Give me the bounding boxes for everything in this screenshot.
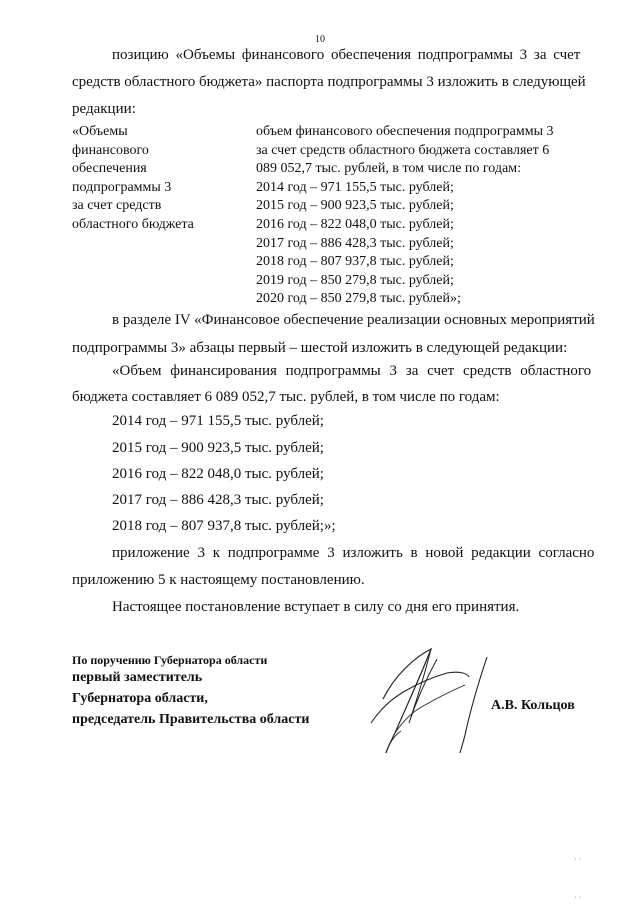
- year-line: 2016 год – 822 048,0 тыс. рублей;: [112, 466, 324, 482]
- intro-line-1: позицию «Объемы финансового обеспечения подпрограммы 3 за счет: [112, 47, 581, 63]
- passport-left-line: финансового: [72, 142, 149, 158]
- signatory-block: [72, 653, 309, 730]
- quote-line-1: «Объем финансирования подпрограммы 3 за счет средств областного: [112, 363, 592, 379]
- page-number: 10: [315, 34, 325, 45]
- signatory-line-1: По поручению Губернатора области: [72, 653, 268, 667]
- section4-line-1: в разделе IV «Финансовое обеспечение реализации основных мероприятий: [112, 312, 595, 328]
- appendix-line-2: приложению 5 к настоящему постановлению.: [72, 572, 365, 588]
- passport-left-line: обеспечения: [72, 161, 147, 177]
- year-line: 2014 год – 971 155,5 тыс. рублей;: [112, 413, 324, 429]
- signatory-line-3: Губернатора области,: [72, 691, 208, 706]
- passport-right-line: 2020 год – 850 279,8 тыс. рублей»;: [256, 291, 461, 307]
- passport-right-line: 2015 год – 900 923,5 тыс. рублей;: [256, 198, 454, 214]
- section4-line-2: подпрограммы 3» абзацы первый – шестой изложить в следующей редакции:: [72, 340, 568, 356]
- passport-right-line: 2017 год – 886 428,3 тыс. рублей;: [256, 235, 454, 251]
- effective-statement: Настоящее постановление вступает в силу со дня его принятия.: [112, 599, 520, 615]
- appendix-line-1: приложение 3 к подпрограмме 3 изложить в новой редакции согласно: [112, 545, 595, 561]
- scan-speck: · ·: [574, 855, 582, 864]
- passport-left-line: областного бюджета: [72, 216, 194, 232]
- passport-right-line: 2016 год – 822 048,0 тыс. рублей;: [256, 216, 454, 232]
- passport-table-right-column: [256, 123, 586, 309]
- passport-right-line: за счет средств областного бюджета составляет 6: [256, 142, 550, 158]
- passport-left-line: «Объемы: [72, 124, 128, 139]
- passport-right-line: 2014 год – 971 155,5 тыс. рублей;: [256, 179, 454, 195]
- passport-right-line: 089 052,7 тыс. рублей, в том числе по годам:: [256, 161, 521, 177]
- passport-right-line: 2018 год – 807 937,8 тыс. рублей;: [256, 254, 454, 270]
- signatory-name: А.В. Кольцов: [491, 698, 575, 713]
- intro-line-2: средств областного бюджета» паспорта подпрограммы 3 изложить в следующей: [72, 74, 586, 90]
- passport-left-line: за счет средств: [72, 198, 162, 214]
- intro-line-3: редакции:: [72, 101, 136, 117]
- signatory-line-4: председатель Правительства области: [72, 712, 310, 727]
- year-line: 2017 год – 886 428,3 тыс. рублей;: [112, 492, 324, 508]
- passport-left-line: подпрограммы 3: [72, 179, 172, 195]
- signatory-line-2: первый заместитель: [72, 670, 203, 685]
- passport-right-line: объем финансового обеспечения подпрограммы 3: [256, 124, 554, 139]
- year-line: 2015 год – 900 923,5 тыс. рублей;: [112, 440, 324, 456]
- handwritten-signature: [355, 635, 495, 760]
- year-line: 2018 год – 807 937,8 тыс. рублей;»;: [112, 518, 336, 534]
- quote-line-2: бюджета составляет 6 089 052,7 тыс. рублей, в том числе по годам:: [72, 389, 500, 405]
- scan-speck: · ·: [574, 893, 582, 902]
- passport-table-left-column: [72, 123, 242, 235]
- passport-right-line: 2019 год – 850 279,8 тыс. рублей;: [256, 272, 454, 288]
